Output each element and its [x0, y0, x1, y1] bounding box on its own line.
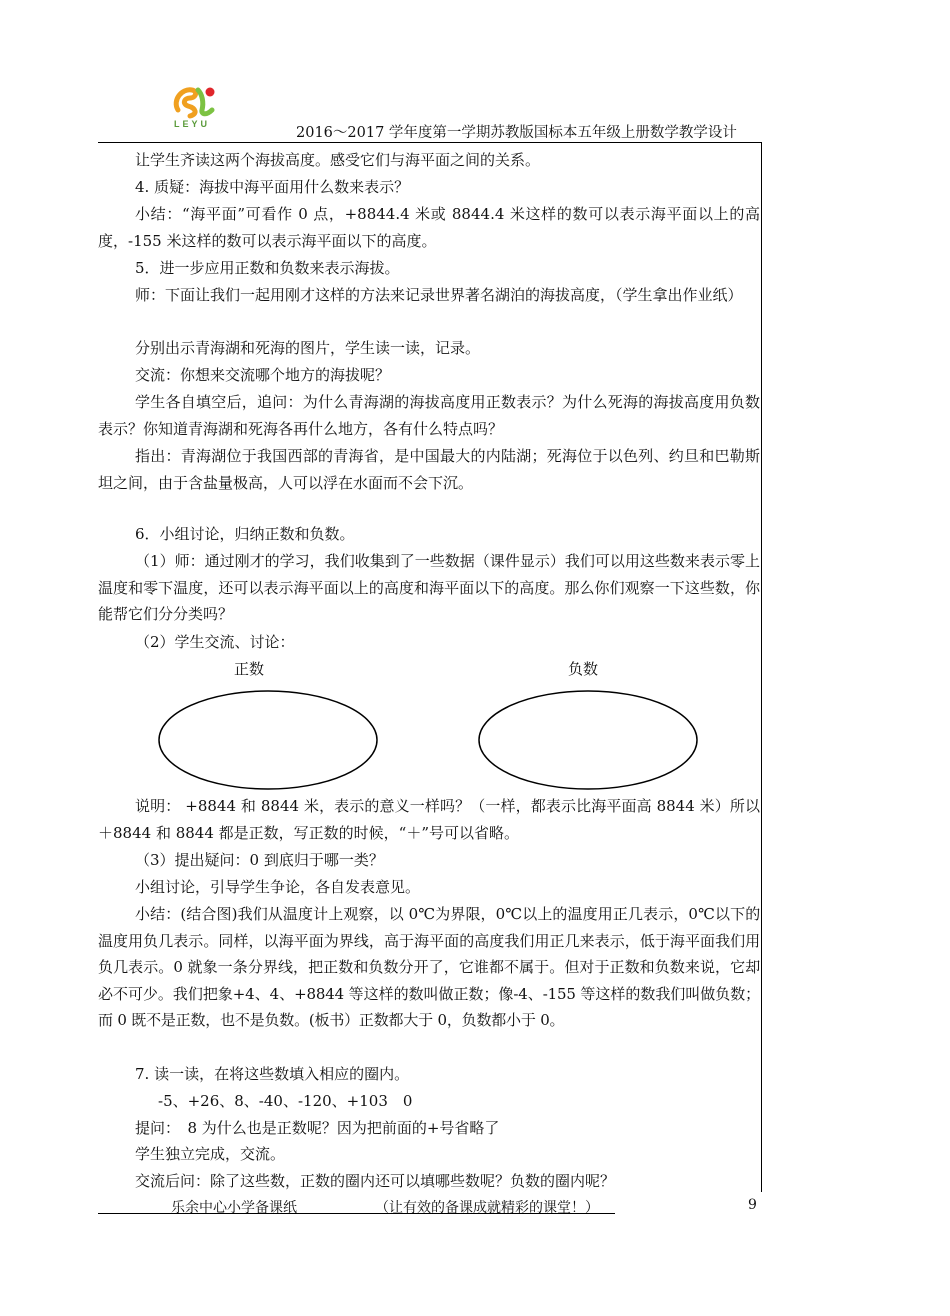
- header-title: 2016～2017 学年度第一学期苏教版国标本五年级上册数学教学设计: [296, 125, 737, 141]
- paragraph: 7. 读一读，在将这些数填入相应的圈内。: [135, 1065, 410, 1083]
- paragraph: 5．进一步应用正数和负数来表示海拔。: [135, 259, 400, 277]
- paragraph: 让学生齐读这两个海拔高度。感受它们与海平面之间的关系。: [135, 151, 541, 169]
- footer-divider: [98, 1213, 615, 1214]
- paragraph: 学生独立完成，交流。: [135, 1145, 286, 1163]
- page-number: 9: [748, 1197, 757, 1213]
- footer-motto: （让有效的备课成就精彩的课堂！）: [375, 1200, 599, 1216]
- classification-diagram: [150, 688, 710, 798]
- paragraph: 交流：你想来交流哪个地方的海拔呢？: [135, 366, 391, 384]
- paragraph: 4. 质疑：海拔中海平面用什么数来表示？: [135, 178, 410, 196]
- paragraph: 小结：“海平面”可看作 0 点，+8844.4 米或 8844.4 米这样的数可以表示海平面以上的高度，-155 米这样的数可以表示海平面以下的高度。: [98, 205, 760, 250]
- paragraph: 交流后问：除了这些数，正数的圈内还可以填哪些数呢？负数的圈内呢？: [135, 1172, 616, 1190]
- paragraph: 分别出示青海湖和死海的图片，学生读一读，记录。: [135, 339, 481, 357]
- paragraph: 小结：(结合图)我们从温度计上观察，以 0℃为界限，0℃以上的温度用正几表示，0℃以下的温度用负几表示。同样，以海平面为界线，高于海平面的高度我们用正几来表示，低于海平面我们用负几表示。0 就象一条分界线，把正数和负数分开了，它谁都不属于。但对于正数和负数来说，它却必不可少。我们把象+4、4、+8844 等这样的数叫做正数；像-4、-155 等这样的数我们叫做负数；而 0 既不是正数，也不是负数。(板书）正数都大于 0，负数都小于 0。: [98, 905, 760, 1030]
- positive-numbers-label: 正数: [234, 660, 265, 678]
- paragraph: （2）学生交流、讨论：: [135, 633, 295, 651]
- right-margin-line: [761, 143, 762, 1192]
- negative-numbers-label: 负数: [568, 660, 599, 678]
- paragraph: 小组讨论，引导学生争论，各自发表意见。: [135, 878, 421, 896]
- leyu-logo: [168, 80, 224, 130]
- positive-numbers-circle: [159, 691, 377, 789]
- paragraph: 师：下面让我们一起用刚才这样的方法来记录世界著名湖泊的海拔高度，（学生拿出作业纸）: [135, 286, 743, 304]
- paragraph: （1）师：通过刚才的学习，我们收集到了一些数据（课件显示）我们可以用这些数来表示零上温度和零下温度，还可以表示海平面以上的高度和海平面以下的高度。那么你们观察一下这些数，你能帮它们分分类吗？: [98, 552, 760, 624]
- paragraph: （3）提出疑问：0 到底归于哪一类？: [135, 851, 384, 869]
- paragraph: 说明： +8844 和 8844 米，表示的意义一样吗？（一样，都表示比海平面高 8844 米）所以＋8844 和 8844 都是正数，写正数的时候，“＋”号可以省略。: [98, 797, 760, 842]
- header-divider: [98, 142, 762, 143]
- footer-school: 乐余中心小学备课纸: [171, 1200, 297, 1216]
- negative-numbers-circle: [479, 691, 697, 789]
- svg-text:LEYU: LEYU: [174, 119, 211, 129]
- paragraph: 提问： 8 为什么也是正数呢？因为把前面的+号省略了: [135, 1119, 500, 1137]
- paragraph: 6．小组讨论，归纳正数和负数。: [135, 525, 355, 543]
- paragraph: 指出：青海湖位于我国西部的青海省，是中国最大的内陆湖；死海位于以色列、约旦和巴勒斯坦之间，由于含盐量极高，人可以浮在水面而不会下沉。: [98, 447, 760, 492]
- number-list: -5、+26、8、-40、-120、+103 0: [158, 1092, 413, 1110]
- paragraph: 学生各自填空后，追问：为什么青海湖的海拔高度用正数表示？为什么死海的海拔高度用负数表示？你知道青海湖和死海各再什么地方，各有什么特点吗？: [98, 393, 760, 438]
